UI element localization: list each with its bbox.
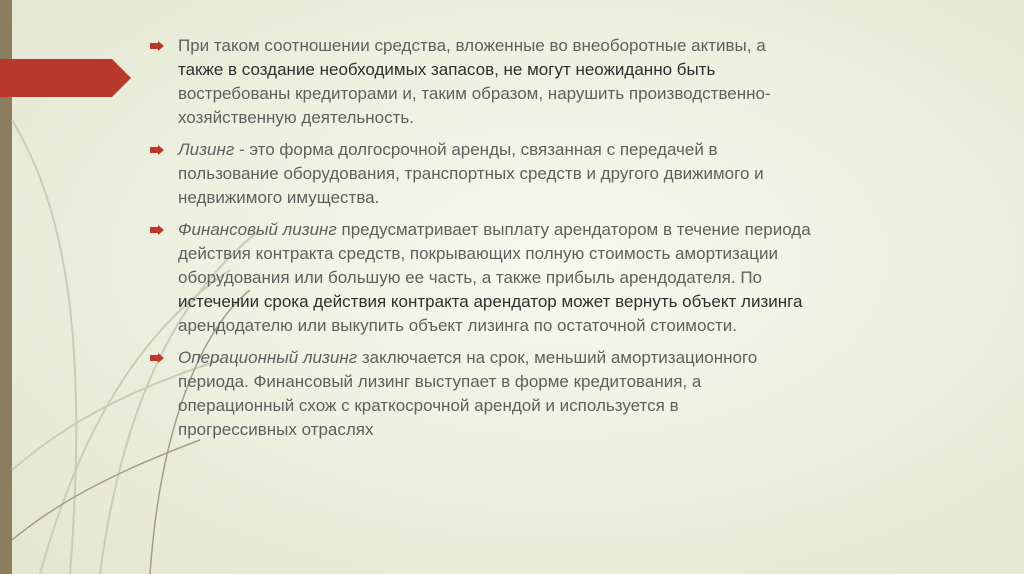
bullet-line: арендодателю или выкупить объект лизинга по остаточной стоимости. bbox=[178, 316, 737, 335]
bullet-line-rest: - это форма долгосрочной аренды, связанная с передачей в bbox=[234, 140, 718, 159]
bullet-line: пользование оборудования, транспортных средств и другого движимого и bbox=[178, 164, 764, 183]
bullet-item bbox=[150, 34, 940, 130]
arrow-bullet-icon bbox=[150, 225, 164, 235]
bullet-item bbox=[150, 138, 940, 210]
bullet-list bbox=[150, 34, 940, 450]
term: Финансовый лизинг bbox=[178, 220, 337, 239]
term: Лизинг bbox=[178, 140, 235, 159]
bullet-line: также в создание необходимых запасов, не могут неожиданно быть bbox=[178, 60, 716, 79]
bullet-line: операционный схож с краткосрочной арендой и используется в bbox=[178, 396, 679, 415]
bullet-item bbox=[150, 346, 940, 442]
bullet-line: прогрессивных отраслях bbox=[178, 420, 374, 439]
bullet-item bbox=[150, 218, 940, 338]
bullet-line: При таком соотношении средства, вложенные во внеоборотные активы, а bbox=[178, 36, 766, 55]
bullet-line: оборудования или большую ее часть, а также прибыль арендодателя. По bbox=[178, 268, 763, 287]
bullet-line bbox=[178, 138, 940, 162]
bullet-line: действия контракта средств, покрывающих полную стоимость амортизации bbox=[178, 244, 778, 263]
bullet-line: хозяйственную деятельность. bbox=[178, 108, 414, 127]
bullet-line: истечении срока действия контракта арендатор может вернуть объект лизинга bbox=[178, 292, 803, 311]
bullet-line: востребованы кредиторами и, таким образом, нарушить производственно- bbox=[178, 84, 771, 103]
arrow-bullet-icon bbox=[150, 41, 164, 51]
bullet-line-rest: предусматривает выплату арендатором в течение периода bbox=[336, 220, 811, 239]
term: Операционный лизинг bbox=[178, 348, 358, 367]
bullet-line bbox=[178, 346, 940, 370]
bullet-line: недвижимого имущества. bbox=[178, 188, 380, 207]
arrow-bullet-icon bbox=[150, 145, 164, 155]
arrow-bullet-icon bbox=[150, 353, 164, 363]
bullet-line-rest: заключается на срок, меньший амортизационного bbox=[357, 348, 758, 367]
title-accent-arrow bbox=[0, 59, 131, 97]
bullet-line: периода. Финансовый лизинг выступает в форме кредитования, а bbox=[178, 372, 702, 391]
bullet-line bbox=[178, 218, 940, 242]
